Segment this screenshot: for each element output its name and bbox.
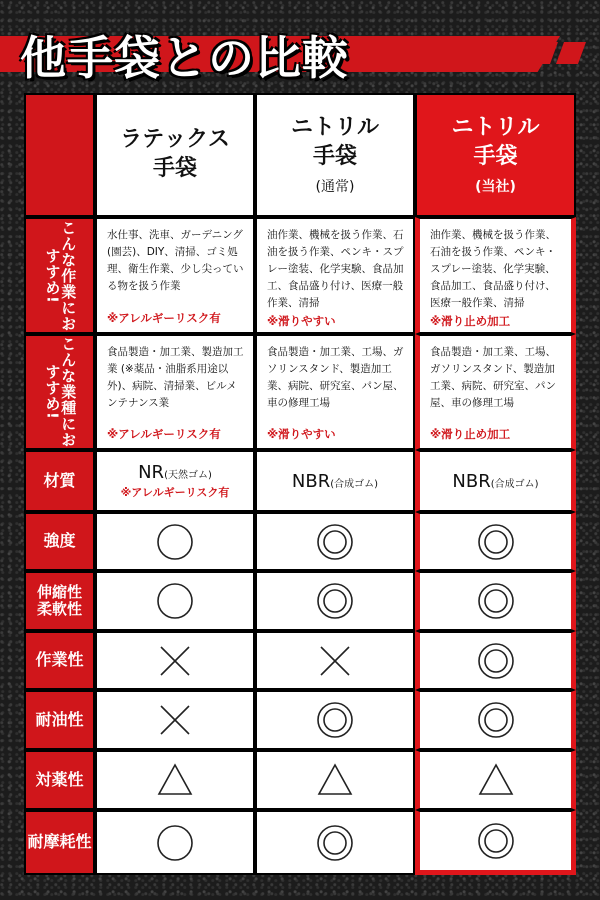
material-latex-note: ※アレルギーリスク有	[120, 486, 230, 499]
work-nitrile-normal-note: ※滑りやすい	[267, 314, 336, 328]
industry-nitrile-normal	[255, 334, 415, 450]
rating-symbol	[95, 810, 255, 875]
row-label-industry: こんな業種におすすめ!	[24, 334, 95, 450]
double-circle-icon	[315, 522, 355, 562]
row-label-abrasion-resistance: 耐摩耗性	[24, 810, 95, 875]
work-latex-note: ※アレルギーリスク有	[107, 311, 221, 326]
rating-symbol	[415, 690, 576, 750]
rating-symbol	[415, 750, 576, 810]
header-latex-line2: 手袋	[152, 156, 197, 181]
row-label-elasticity	[24, 571, 95, 631]
row-label-oil-resistance: 耐油性	[24, 690, 95, 750]
work-nitrile-ours-note: ※滑り止め加工	[430, 314, 511, 328]
double-circle-icon	[476, 821, 516, 861]
industry-nitrile-normal-note: ※滑りやすい	[267, 427, 336, 442]
material-latex	[95, 450, 255, 512]
triangle-icon	[476, 760, 516, 800]
material-nitrile-normal-small: (合成ゴム)	[330, 478, 379, 490]
rating-symbol	[415, 512, 576, 571]
double-circle-icon	[315, 823, 355, 863]
material-nitrile-normal	[255, 450, 415, 512]
double-circle-icon	[315, 700, 355, 740]
page-title: 他手袋との比較	[20, 31, 349, 85]
work-nitrile-normal-text: 油作業、機械を扱う作業、石油を扱う作業、ペンキ・スプレー塗装、化学実験、食品加工、食品盛り付け、医療一般作業、清掃	[267, 229, 404, 309]
industry-latex	[95, 334, 255, 450]
rating-symbol	[415, 571, 576, 631]
triangle-icon	[315, 760, 355, 800]
row-label-elasticity-text: 伸縮性柔軟性	[36, 582, 82, 618]
row-label-work: こんな作業におすすめ!	[24, 217, 95, 334]
material-nitrile-ours	[415, 450, 576, 512]
rating-symbol	[415, 810, 576, 875]
circle-icon	[155, 522, 195, 562]
double-circle-icon	[315, 581, 355, 621]
rating-symbol	[95, 750, 255, 810]
rating-symbol	[95, 512, 255, 571]
circle-icon	[155, 823, 195, 863]
header-nitrile-normal-line2: 手袋	[312, 144, 357, 169]
row-label-workability: 作業性	[24, 631, 95, 690]
header-nitrile-ours	[415, 93, 576, 217]
triangle-icon	[155, 760, 195, 800]
work-latex-text: 水仕事、洗車、ガーデニング (園芸)、DIY、清掃、ゴミ処理、衛生作業、少し尖っている物を扱う作業	[107, 229, 244, 292]
cross-icon	[155, 641, 195, 681]
material-latex-main: NR	[138, 462, 165, 483]
rating-symbol	[95, 690, 255, 750]
row-label-strength: 強度	[24, 512, 95, 571]
rating-symbol	[255, 631, 415, 690]
comparison-table	[24, 93, 576, 875]
rating-symbol	[255, 750, 415, 810]
header-nitrile-normal	[255, 93, 415, 217]
circle-icon	[155, 581, 195, 621]
work-nitrile-ours	[415, 217, 576, 334]
rating-symbol	[255, 810, 415, 875]
industry-nitrile-ours-note: ※滑り止め加工	[430, 427, 511, 442]
cross-icon	[155, 700, 195, 740]
row-label-material: 材質	[24, 450, 95, 512]
rating-symbol	[255, 690, 415, 750]
title-bar	[0, 22, 590, 85]
work-nitrile-normal	[255, 217, 415, 334]
material-nitrile-normal-main: NBR	[291, 470, 331, 492]
double-circle-icon	[476, 700, 516, 740]
double-circle-icon	[476, 522, 516, 562]
material-latex-small: (天然ゴム)	[164, 470, 212, 481]
rating-symbol	[415, 631, 576, 690]
header-nitrile-ours-sub: (当社)	[475, 178, 516, 195]
row-label-chemical-resistance: 対薬性	[24, 750, 95, 810]
double-circle-icon	[476, 641, 516, 681]
rating-symbol	[255, 571, 415, 631]
material-nitrile-ours-small: (合成ゴム)	[490, 478, 539, 490]
double-circle-icon	[476, 581, 516, 621]
industry-latex-note: ※アレルギーリスク有	[107, 427, 221, 442]
work-latex	[95, 217, 255, 334]
header-nitrile-ours-line1: ニトリル	[451, 115, 540, 141]
industry-nitrile-ours	[415, 334, 576, 450]
rating-symbol	[95, 631, 255, 690]
header-nitrile-normal-sub: (通常)	[315, 178, 355, 195]
cross-icon	[315, 641, 355, 681]
industry-nitrile-normal-text: 食品製造・加工業、工場、ガソリンスタンド、製造加工業、病院、研究室、パン屋、車の修理工場	[267, 346, 404, 409]
header-nitrile-normal-line1: ニトリル	[290, 115, 379, 141]
material-nitrile-ours-main: NBR	[452, 470, 491, 492]
title-stripe	[556, 42, 586, 64]
industry-nitrile-ours-text: 食品製造・加工業、工場、ガソリンスタンド、製造加工業、病院、研究室、パン屋、車の修理工場	[430, 346, 556, 409]
rating-symbol	[95, 571, 255, 631]
corner-cell	[24, 93, 95, 217]
industry-latex-text: 食品製造・加工業、製造加工業 (※薬品・油脂系用途以外)、病院、清掃業、ビルメンテナンス業	[107, 346, 244, 409]
header-latex	[95, 93, 255, 217]
header-latex-line1: ラテックス	[120, 127, 230, 153]
rating-symbol	[255, 512, 415, 571]
work-nitrile-ours-text: 油作業、機械を扱う作業、石油を扱う作業、ペンキ・スプレー塗装、化学実験、食品加工、食品盛り付け、医療一般作業、清掃	[430, 229, 556, 309]
header-nitrile-ours-line2: 手袋	[473, 144, 518, 169]
